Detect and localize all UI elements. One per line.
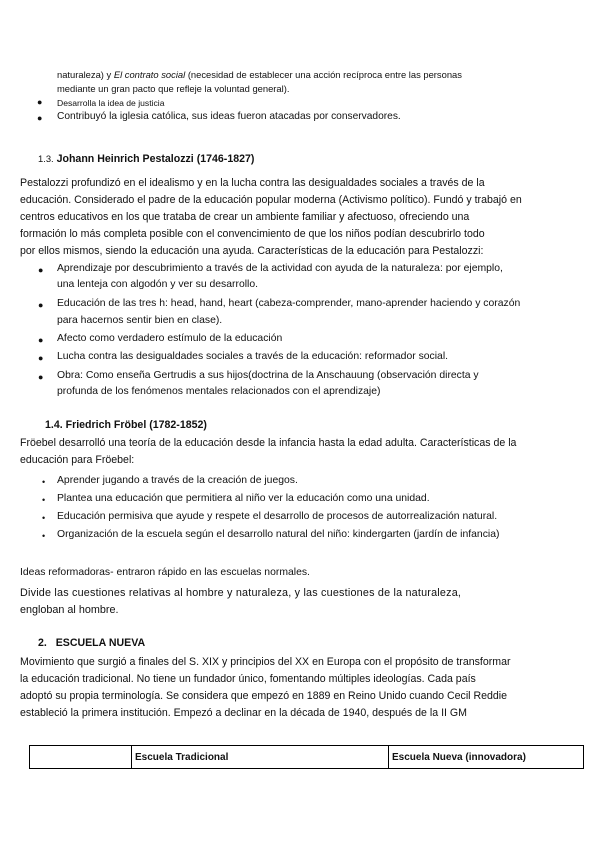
intro-line-1-pre: naturaleza) y [57, 69, 112, 80]
pestalozzi-item-4: Lucha contra las desigualdades sociales a través de la educación: reformador social. [57, 351, 449, 362]
bullet-icon: ● [37, 97, 43, 107]
frobel-line-1: Fröebel desarrolló una teoría de la educación desde la infancia hasta la edad adulta. Características de la [20, 437, 517, 449]
heading-text: ESCUELA NUEVA [55, 637, 146, 649]
intro-bullet-1: Desarrolla la idea de justicia [57, 98, 165, 108]
escuela-nueva-line-1: Movimiento que surgió a finales del S. XIX y principios del XX en Europa con el propósito de transformar [20, 656, 511, 668]
pestalozzi-item-2-cont: para hacernos sentir bien en clase). [57, 315, 223, 326]
escuela-nueva-line-2: la educación tradicional. No tiene un fundador único, fomentando múltiples ideologías. Cada país [20, 673, 476, 685]
frobel-item-3: Educación permisiva que ayude y respete el desarrollo de procesos de autorrealización natural. [57, 511, 498, 522]
frobel-line-2: educación para Fröebel: [20, 454, 135, 466]
intro-line-1-post: (necesidad de establecer una acción recíproca entre las personas [187, 69, 462, 80]
frobel-item-2: Plantea una educación que permitiera al niño ver la educación como una unidad. [57, 493, 430, 504]
intro-bullet-2: Contribuyó la iglesia católica, sus ideas fueron atacadas por conservadores. [57, 111, 401, 122]
bullet-icon: • [42, 513, 46, 523]
bullet-icon: ● [38, 353, 44, 363]
table-header-tradicional: Escuela Tradicional [132, 746, 389, 769]
pestalozzi-line-5: por ellos mismos, siendo la educación una ayuda. Características de la educación para Pestalozzi: [20, 245, 484, 257]
bullet-icon: ● [38, 372, 44, 382]
section-heading-pestalozzi [38, 153, 254, 165]
pestalozzi-line-3: centros educativos en los que trataba de crear un ambiente familiar y afectuoso, ofreciendo una [20, 211, 470, 223]
comparison-table [29, 745, 584, 769]
pestalozzi-item-5: Obra: Como enseña Gertrudis a sus hijos(doctrina de la Anschauung (observación directa y [57, 370, 479, 381]
bullet-icon: ● [38, 300, 44, 310]
pestalozzi-item-1-cont: una lenteja con algodón y ver su desarrollo. [57, 279, 259, 290]
bullet-icon: ● [37, 113, 43, 123]
notes-line-1: Ideas reformadoras- entraron rápido en las escuelas normales. [20, 567, 310, 578]
table-cell-empty [30, 746, 132, 769]
notes-line-2: Divide las cuestiones relativas al hombre y naturaleza, y las cuestiones de la naturaleza, [20, 587, 462, 599]
bullet-icon: ● [38, 265, 44, 275]
heading-number: 1.3. [38, 153, 54, 164]
intro-line-2: mediante un gran pacto que refleje la voluntad general). [57, 83, 290, 94]
frobel-item-1: Aprender jugando a través de la creación de juegos. [57, 475, 298, 486]
pestalozzi-line-2: educación. Considerado el padre de la educación popular moderna (Activismo político). Fundó y trabajó en [20, 194, 522, 206]
pestalozzi-item-1: Aprendizaje por descubrimiento a través de la actividad con ayuda de la naturaleza: por ejemplo, [57, 263, 503, 274]
heading-text: Johann Heinrich Pestalozzi (1746-1827) [56, 153, 255, 165]
heading-number: 2. [38, 637, 47, 649]
pestalozzi-item-5-cont: profunda de los fenómenos mentales relacionados con el aprendizaje) [57, 386, 381, 397]
section-heading-frobel: 1.4. Friedrich Fröbel (1782-1852) [45, 419, 207, 431]
bullet-icon: • [42, 495, 46, 505]
pestalozzi-line-1: Pestalozzi profundizó en el idealismo y en la lucha contra las desigualdades sociales a través de la [20, 177, 485, 189]
pestalozzi-item-2: Educación de las tres h: head, hand, heart (cabeza-comprender, mano-aprender haciendo y corazón [57, 298, 521, 309]
table-header-nueva: Escuela Nueva (innovadora) [389, 746, 584, 769]
escuela-nueva-line-3: adoptó su propia terminología. Se considera que empezó en 1889 en Reino Unido cuando Cecil Reddie [20, 690, 508, 702]
table-header-row [30, 746, 584, 769]
escuela-nueva-line-4: estableció la primera institución. Empezó a declinar en la década de 1940, después de la II GM [20, 707, 467, 719]
pestalozzi-line-4: formación lo más completa posible con el convencimiento de que los niños podían descubrirlo todo [20, 228, 485, 240]
bullet-icon: • [42, 531, 46, 541]
frobel-item-4: Organización de la escuela según el desarrollo natural del niño: kindergarten (jardín de infancia) [57, 529, 500, 540]
section-heading-escuela-nueva [38, 637, 145, 649]
intro-line-1 [57, 67, 462, 82]
notes-line-3: engloban al hombre. [20, 604, 119, 616]
contrato-social-title: El contrato social [113, 69, 186, 80]
bullet-icon: • [42, 477, 46, 487]
pestalozzi-item-3: Afecto como verdadero estímulo de la educación [57, 333, 283, 344]
bullet-icon: ● [38, 335, 44, 345]
